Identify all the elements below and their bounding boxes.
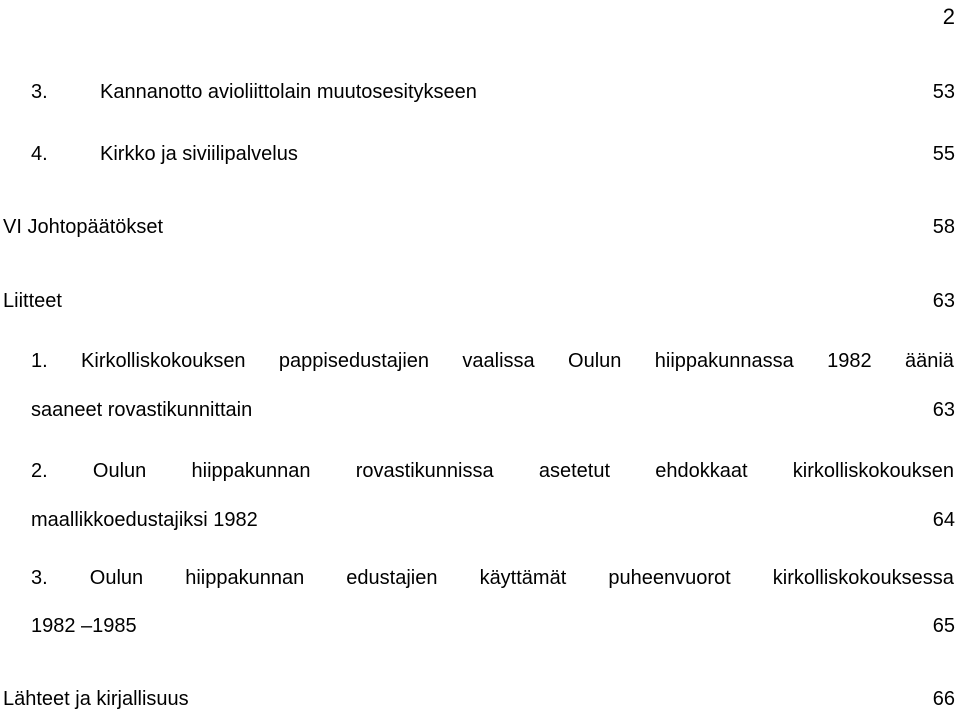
toc-entry-title: Liitteet [3,290,62,312]
toc-entry-title: Kannanotto avioliittolain muutosesitykseen [100,81,477,103]
toc-entry-kannanotto [0,78,959,106]
toc-word: Kirkolliskokouksen [81,350,246,372]
toc-appendix-3-line-2 [0,612,959,640]
toc-entry-title: VI Johtopäätökset [3,216,164,238]
toc-word: rovastikunnissa [355,460,494,482]
toc-word: ehdokkaat [655,460,748,482]
toc-word: 2. [31,460,48,482]
toc-word: pappisedustajien [278,350,430,372]
toc-word: Oulun [92,460,147,482]
toc-word: puheenvuorot [608,567,731,589]
toc-appendix-1-line-2 [0,396,959,424]
toc-entry-title-continuation: 1982 –1985 [31,615,137,637]
toc-entry-title: Lähteet ja kirjallisuus [3,688,189,710]
toc-word: 1982 [827,350,872,372]
toc-appendix-1-line-1 [0,347,959,375]
toc-appendix-3-line-1 [0,564,959,592]
toc-word: Oulun [568,350,622,372]
toc-entry-page: 63 [932,399,955,421]
toc-appendix-2-title [31,457,954,485]
toc-appendix-2-line-1 [0,457,959,485]
toc-entry-page: 65 [932,615,955,637]
toc-entry-johtopaatokset [0,213,959,241]
toc-entry-page: 55 [932,143,955,165]
toc-word: 3. [31,567,48,589]
toc-appendix-2-line-2 [0,506,959,534]
toc-word: edustajien [346,567,438,589]
toc-word: hiippakunnan [185,567,305,589]
toc-appendix-1-title [31,347,954,375]
toc-entry-page: 66 [932,688,955,710]
toc-entry-title: Kirkko ja siviilipalvelus [100,143,298,165]
toc-entry-page: 58 [932,216,955,238]
toc-word: hiippakunnan [191,460,311,482]
toc-word: kirkolliskokouksessa [772,567,954,589]
toc-entry-page: 53 [932,81,955,103]
toc-word: Oulun [89,567,144,589]
toc-word: ääniä [904,350,954,372]
toc-entry-page: 63 [932,290,955,312]
toc-entry-number: 4. [31,143,48,165]
toc-word: kirkolliskokouksen [792,460,954,482]
toc-word: käyttämät [479,567,567,589]
toc-entry-liitteet [0,287,959,315]
toc-entry-lahteet [0,685,959,713]
toc-appendix-3-title [31,564,954,592]
page-number: 2 [942,4,955,29]
toc-entry-page: 64 [932,509,955,531]
toc-entry-title-continuation: maallikkoedustajiksi 1982 [31,509,258,531]
toc-word: vaalissa [462,350,535,372]
toc-entry-siviilipalvelus [0,140,959,168]
toc-word: 1. [31,350,48,372]
toc-word: asetetut [538,460,611,482]
toc-entry-title-continuation: saaneet rovastikunnittain [31,399,253,421]
toc-word: hiippakunnassa [654,350,794,372]
toc-entry-number: 3. [31,81,48,103]
